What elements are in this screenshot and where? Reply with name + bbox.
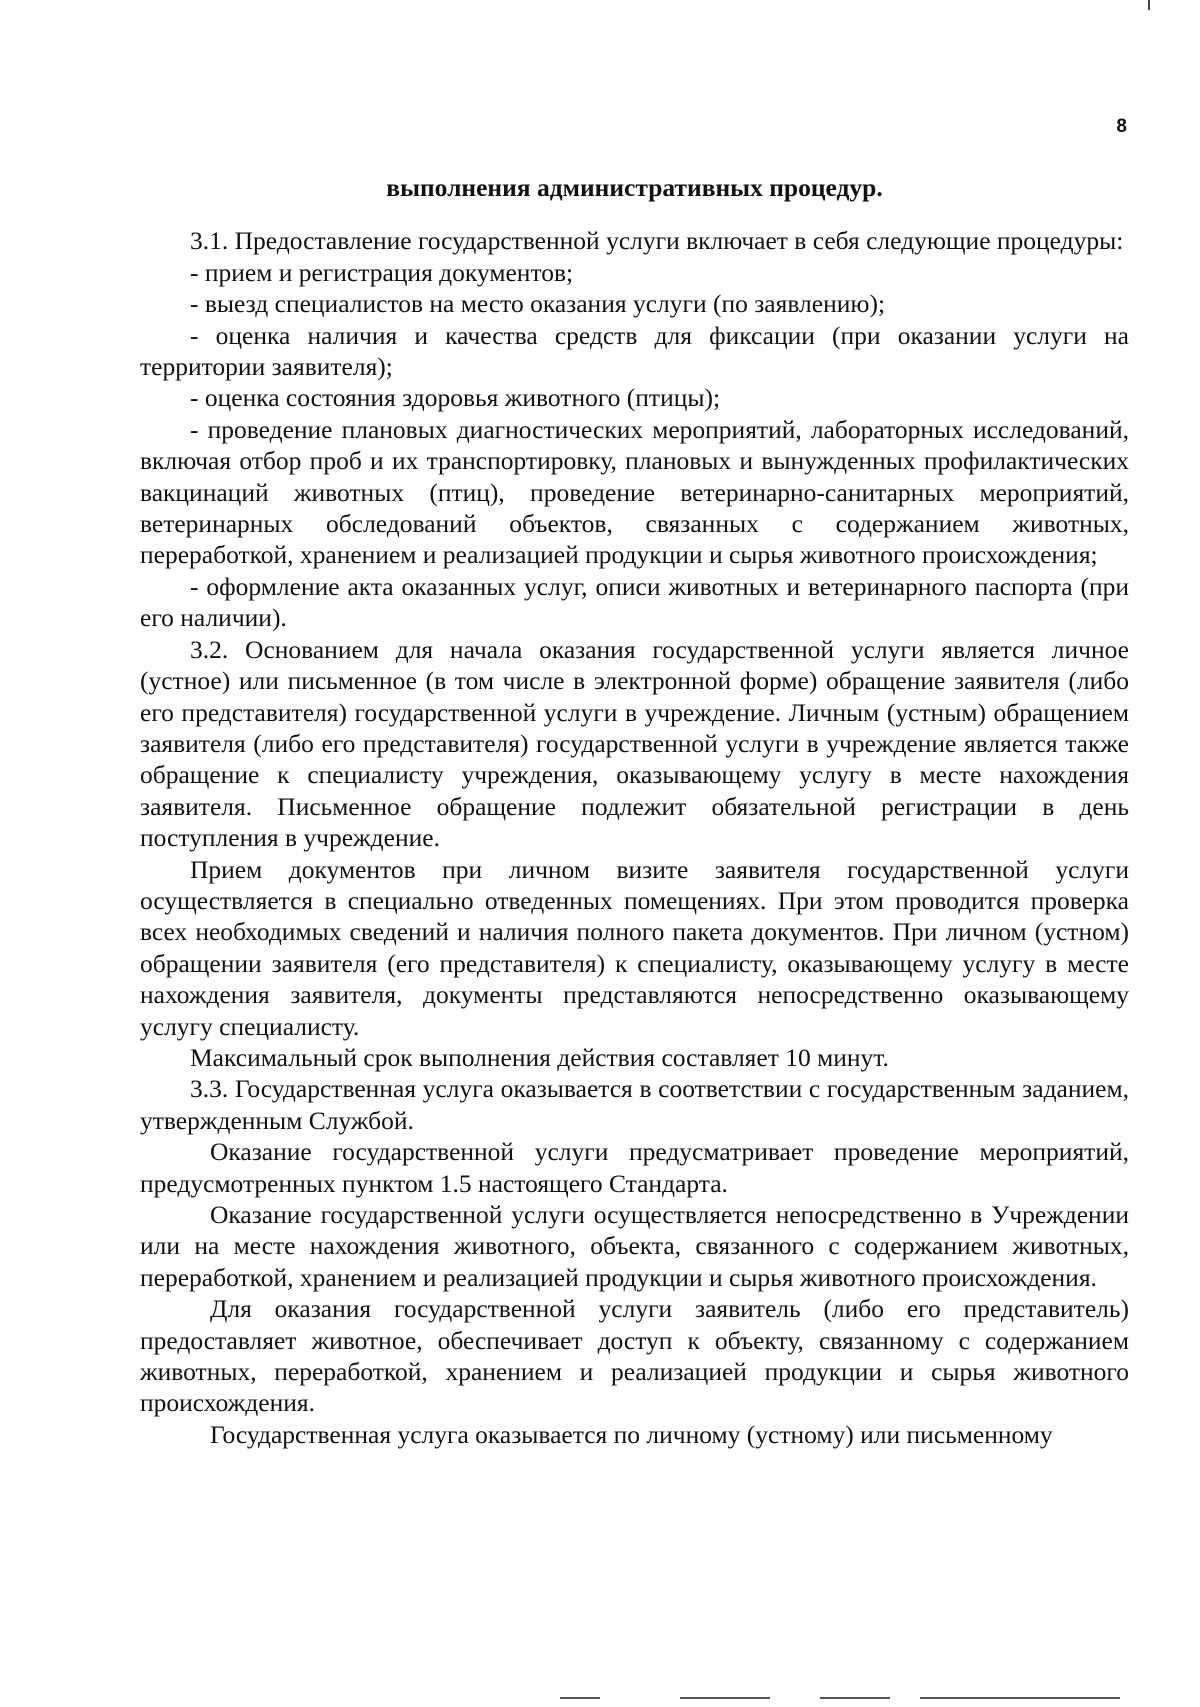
paragraph-applicant-access: Для оказания государственной услуги заявитель (либо его представитель) предоставляет животное, обеспечивает доступ к объекту, связанному с содержанием животных, переработкой, хранением и реализацией продукции и сырья животного происхождения. bbox=[140, 1294, 1129, 1418]
page-number: 8 bbox=[1116, 116, 1127, 137]
paragraph-service-form: Государственная услуга оказывается по личному (устному) или письменному bbox=[210, 1419, 1053, 1449]
paragraph-service-measures: Оказание государственной услуги предусматривает проведение мероприятий, предусмотренных пунктом 1.5 настоящего Стандарта. bbox=[140, 1137, 1129, 1198]
list-item-fixation-assessment: - оценка наличия и качества средств для фиксации (при оказании услуги на территории заявителя); bbox=[140, 320, 1129, 382]
paragraph-document-reception: Прием документов при личном визите заявителя государственной услуги осуществляется в специально отведенных помещениях. При этом проводится проверка всех необходимых сведений и наличия полного пакета документов. При личном (устном) обращении заявителя (его представителя) к специалисту, оказывающему услугу в месте нахождения заявителя, документы представляются непосредственно оказывающему услугу специалисту. bbox=[140, 854, 1129, 1041]
list-item-act-registration: - оформление акта оказанных услуг, описи животных и ветеринарного паспорта (при его наличии). bbox=[140, 571, 1129, 633]
list-item-diagnostic-measures: - проведение плановых диагностических мероприятий, лабораторных исследований, включая отбор проб и их транспортировку, плановых и вынужденных профилактических вакцинаций животных (птиц), проведение ветеринарно-санитарных мероприятий, ветеринарных обследований объектов, связанных с содержанием животных, переработкой, хранением и реализацией продукции и сырья животного происхождения; bbox=[140, 414, 1129, 570]
paragraph-max-duration: Максимальный срок выполнения действия составляет 10 минут. bbox=[190, 1042, 889, 1072]
document-body bbox=[140, 172, 1129, 1450]
list-item-health-assessment: - оценка состояния здоровья животного (птицы); bbox=[190, 383, 721, 413]
scan-bottom-artifacts bbox=[560, 1697, 1120, 1701]
paragraph-3-1: 3.1. Предоставление государственной услуги включает в себя следующие процедуры: bbox=[190, 226, 1124, 256]
list-item-specialist-visit: - выезд специалистов на место оказания услуги (по заявлению); bbox=[190, 289, 886, 319]
scan-edge-mark bbox=[1148, 0, 1150, 10]
paragraph-service-location: Оказание государственной услуги осуществляется непосредственно в Учреждении или на месте нахождения животного, объекта, связанного с содержанием животных, переработкой, хранением и реализацией продукции и сырья животного происхождения. bbox=[140, 1200, 1129, 1292]
paragraph-3-3: 3.3. Государственная услуга оказывается в соответствии с государственным заданием, утвержденным Службой. bbox=[140, 1074, 1129, 1135]
paragraph-3-2: 3.2. Основанием для начала оказания государственной услуги является личное (устное) или письменное (в том числе в электронной форме) обращение заявителя (либо его представителя) государственной услуги в учреждение. Личным (устным) обращением заявителя (либо его представителя) государственной услуги в учреждение является также обращение к специалисту учреждения, оказывающему услугу в месте нахождения заявителя. Письменное обращение подлежит обязательной регистрации в день поступления в учреждение. bbox=[140, 634, 1129, 853]
list-item-reception: - прием и регистрация документов; bbox=[190, 257, 574, 287]
section-heading: выполнения административных процедур. bbox=[386, 173, 883, 202]
